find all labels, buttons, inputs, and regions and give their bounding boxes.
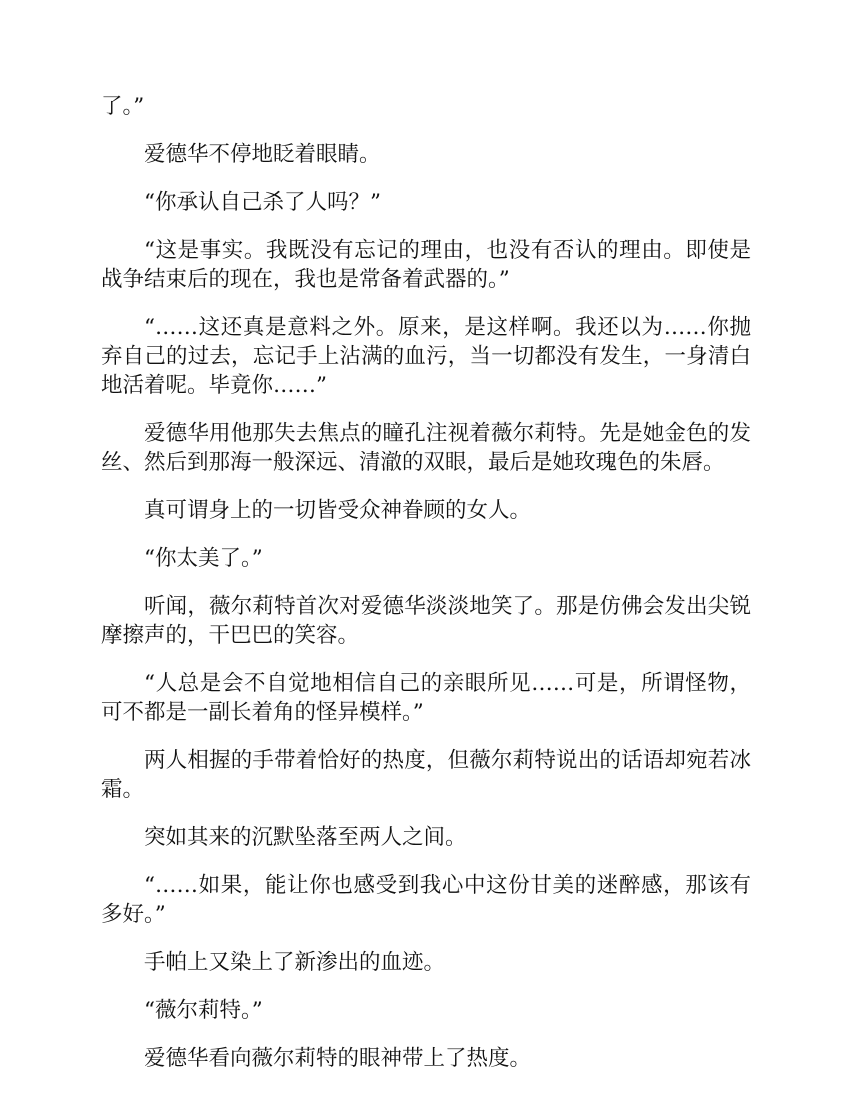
paragraph: “你太美了。” xyxy=(144,546,263,571)
paragraph: 两人相握的手带着恰好的热度，但薇尔莉特说出的话语却宛若冰霜。 xyxy=(101,748,751,802)
paragraph: 爱德华不停地眨着眼睛。 xyxy=(144,142,381,167)
paragraph: “人总是会不自觉地相信自己的亲眼所见……可是，所谓怪物，可不都是一副长着角的怪异模样。” xyxy=(101,671,751,725)
document-page xyxy=(101,92,751,1092)
paragraph: 听闻，薇尔莉特首次对爱德华淡淡地笑了。那是仿佛会发出尖锐摩擦声的，干巴巴的笑容。 xyxy=(101,594,751,648)
paragraph: “你承认自己杀了人吗？” xyxy=(144,190,381,215)
paragraph: 爱德华看向薇尔莉特的眼神带上了热度。 xyxy=(144,1046,532,1071)
paragraph: 了。” xyxy=(101,94,145,119)
paragraph: 爱德华用他那失去焦点的瞳孔注视着薇尔莉特。先是她金色的发丝、然后到那海一般深远、清澈的双眼，最后是她玫瑰色的朱唇。 xyxy=(101,421,751,475)
paragraph: 手帕上又染上了新渗出的血迹。 xyxy=(144,950,446,975)
paragraph: 真可谓身上的一切皆受众神眷顾的女人。 xyxy=(144,498,532,523)
paragraph: “这是事实。我既没有忘记的理由，也没有否认的理由。即使是战争结束后的现在，我也是常备着武器的。” xyxy=(101,238,751,292)
paragraph: “薇尔莉特。” xyxy=(144,998,263,1023)
paragraph: 突如其来的沉默坠落至两人之间。 xyxy=(144,825,467,850)
paragraph: “……如果，能让你也感受到我心中这份甘美的迷醉感，那该有多好。” xyxy=(101,873,751,927)
paragraph: “……这还真是意料之外。原来，是这样啊。我还以为……你抛弃自己的过去，忘记手上沾满的血污，当一切都没有发生，一身清白地活着呢。毕竟你……” xyxy=(101,315,751,398)
